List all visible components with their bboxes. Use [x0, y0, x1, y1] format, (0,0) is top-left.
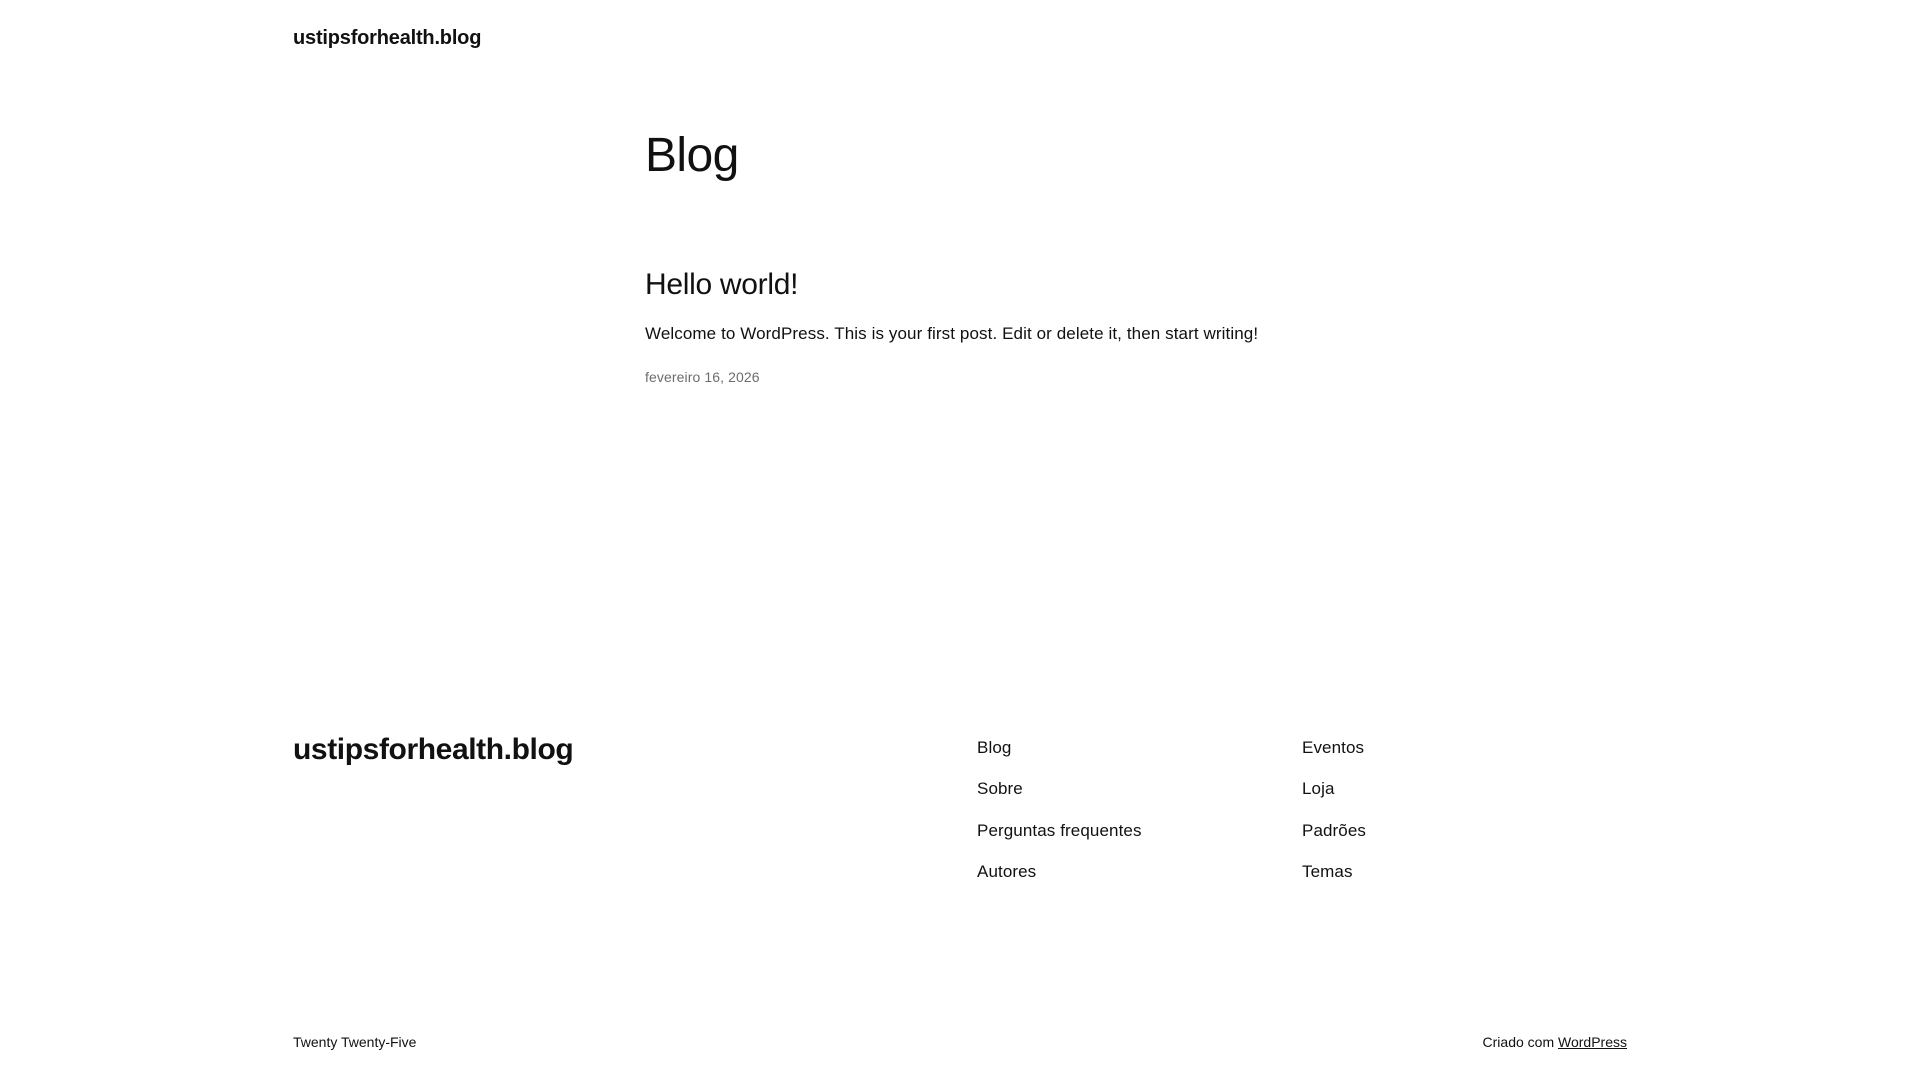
list-item: [977, 862, 1302, 882]
footer-link-perguntas-frequentes[interactable]: Perguntas frequentes: [977, 820, 1142, 840]
footer-link-temas[interactable]: Temas: [1302, 862, 1353, 882]
main-content: [0, 50, 1920, 385]
list-item: [977, 779, 1302, 799]
footer-column-1: [977, 700, 1302, 883]
post-title-link[interactable]: Hello world!: [645, 267, 799, 301]
post-date: fevereiro 16, 2026: [645, 369, 760, 386]
post-title: [645, 267, 1545, 303]
footer-bottom: [0, 1034, 1920, 1050]
footer-credit-prefix: Criado com: [1482, 1034, 1555, 1050]
list-item: [1302, 821, 1627, 841]
footer-theme-name: Twenty Twenty-Five: [293, 1034, 417, 1050]
footer-brand-link[interactable]: ustipsforhealth.blog: [293, 733, 574, 766]
list-item: [1302, 862, 1627, 882]
footer-link-padroes[interactable]: Padrões: [1302, 820, 1367, 840]
list-item: [1302, 779, 1627, 799]
footer-link-list-1: [977, 738, 1302, 883]
list-item: [1302, 738, 1627, 758]
footer-top: [0, 700, 1920, 883]
page-title: Blog: [645, 129, 739, 182]
post-excerpt: Welcome to WordPress. This is your first post. Edit or delete it, then start writing!: [645, 323, 1259, 343]
footer-navigation: [977, 700, 1627, 883]
site-header: [0, 0, 1920, 50]
footer-credit: [1483, 1034, 1627, 1050]
content-column: [645, 130, 1545, 385]
footer-column-2: [1302, 700, 1627, 883]
footer-link-autores[interactable]: Autores: [977, 862, 1037, 882]
footer-link-eventos[interactable]: Eventos: [1302, 738, 1365, 757]
wordpress-link[interactable]: WordPress: [1558, 1034, 1627, 1050]
footer-link-list-2: [1302, 738, 1627, 883]
list-item: [977, 821, 1302, 841]
footer-link-sobre[interactable]: Sobre: [977, 779, 1023, 799]
site-footer: [0, 700, 1920, 1050]
site-title-link[interactable]: ustipsforhealth.blog: [293, 27, 482, 49]
post-item: [645, 267, 1545, 385]
post-list: [645, 267, 1545, 385]
list-item: [977, 738, 1302, 758]
footer-link-blog[interactable]: Blog: [977, 738, 1012, 757]
footer-link-loja[interactable]: Loja: [1302, 779, 1335, 799]
